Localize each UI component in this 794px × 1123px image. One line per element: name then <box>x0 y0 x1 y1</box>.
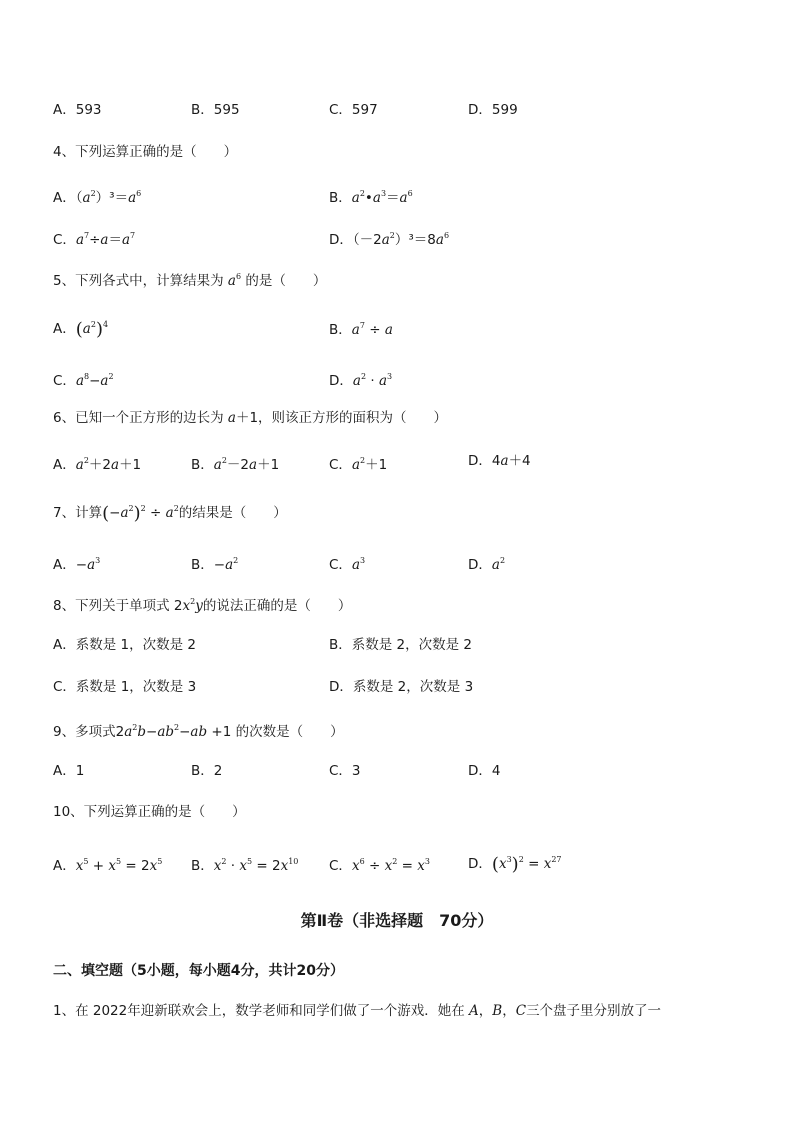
q6-option-a: A．$a^2+2a+1$ <box>53 456 142 473</box>
q9-option-a: A．1 <box>53 763 85 779</box>
q8-option-a: A．系数是 1，次数是 2 <box>53 637 196 653</box>
q4-option-c: C．$a^7\div a=a^7$ <box>53 231 136 248</box>
q7-stem: 7、计算$(-a^2)^2 \div a^2$的结果是（ ） <box>53 503 287 524</box>
q9-option-b: B．2 <box>191 763 223 779</box>
fill-question-1: 1、在 2022年迎新联欢会上，数学老师和同学们做了一个游戏．她在 A，B，C三个盘子里分别放了一 <box>53 1003 662 1019</box>
part-title: 二、填空题（5小题，每小题4分，共计20分） <box>53 963 344 979</box>
q8-stem: 8、下列关于单项式 $2x^2y$的说法正确的是（ ） <box>53 597 352 614</box>
q6-option-b: B．$a^2-2a+1$ <box>191 456 280 473</box>
q10-option-b: B．$x^2 \cdot x^5 = 2x^{10}$ <box>191 857 299 874</box>
q7-option-a: A．$-a^3$ <box>53 556 101 573</box>
q5-option-c: C．$a^8-a^2$ <box>53 372 114 389</box>
q8-option-b: B．系数是 2，次数是 2 <box>329 637 473 653</box>
q6-stem: 6、已知一个正方形的边长为 a＋1，则该正方形的面积为（ ） <box>53 410 448 426</box>
q3-option-a: A．593 <box>53 102 102 118</box>
q9-stem: 9、多项式$2a^2b-ab^2-ab +1$ 的次数是（ ） <box>53 723 344 740</box>
q3-option-b: B．595 <box>191 102 240 118</box>
q9-option-c: C．3 <box>329 763 361 779</box>
q6-option-d: D．4a＋4 <box>468 453 531 469</box>
q3-option-d: D．599 <box>468 102 518 118</box>
section-title: 第Ⅱ卷（非选择题 70分） <box>300 911 494 930</box>
q9-option-d: D．4 <box>468 763 501 779</box>
q5-stem: 5、下列各式中，计算结果为 $a^6$ 的是（ ） <box>53 272 327 289</box>
q10-option-a: A．$x^5 + x^5 = 2x^5$ <box>53 857 163 874</box>
q5-option-a: A．$(a^2)^4$ <box>53 319 109 340</box>
q10-option-c: C．$x^6 \div x^2 = x^3$ <box>329 857 430 874</box>
q5-option-b: B．$a^7 \div a$ <box>329 321 393 338</box>
q7-option-d: D．$a^2$ <box>468 556 506 573</box>
q5-option-d: D．$a^2 \cdot a^3$ <box>329 372 393 389</box>
q4-option-a: A．$(a^2)^3=a^6$ <box>53 189 142 206</box>
q4-stem: 4、下列运算正确的是（ ） <box>53 144 238 160</box>
q6-option-c: C．$a^2+1$ <box>329 456 388 473</box>
q7-option-c: C．$a^3$ <box>329 556 366 573</box>
q10-option-d: D．$(x^3)^2 = x^{27}$ <box>468 854 562 875</box>
q4-option-d: D．$(-2a^2)^3=8a^6$ <box>329 231 450 248</box>
q3-option-c: C．597 <box>329 102 378 118</box>
q4-option-b: B．$a^2•a^3=a^6$ <box>329 189 413 206</box>
q8-option-c: C．系数是 1，次数是 3 <box>53 679 197 695</box>
q7-option-b: B．$-a^2$ <box>191 556 239 573</box>
q8-option-d: D．系数是 2，次数是 3 <box>329 679 474 695</box>
q10-stem: 10、下列运算正确的是（ ） <box>53 804 246 820</box>
